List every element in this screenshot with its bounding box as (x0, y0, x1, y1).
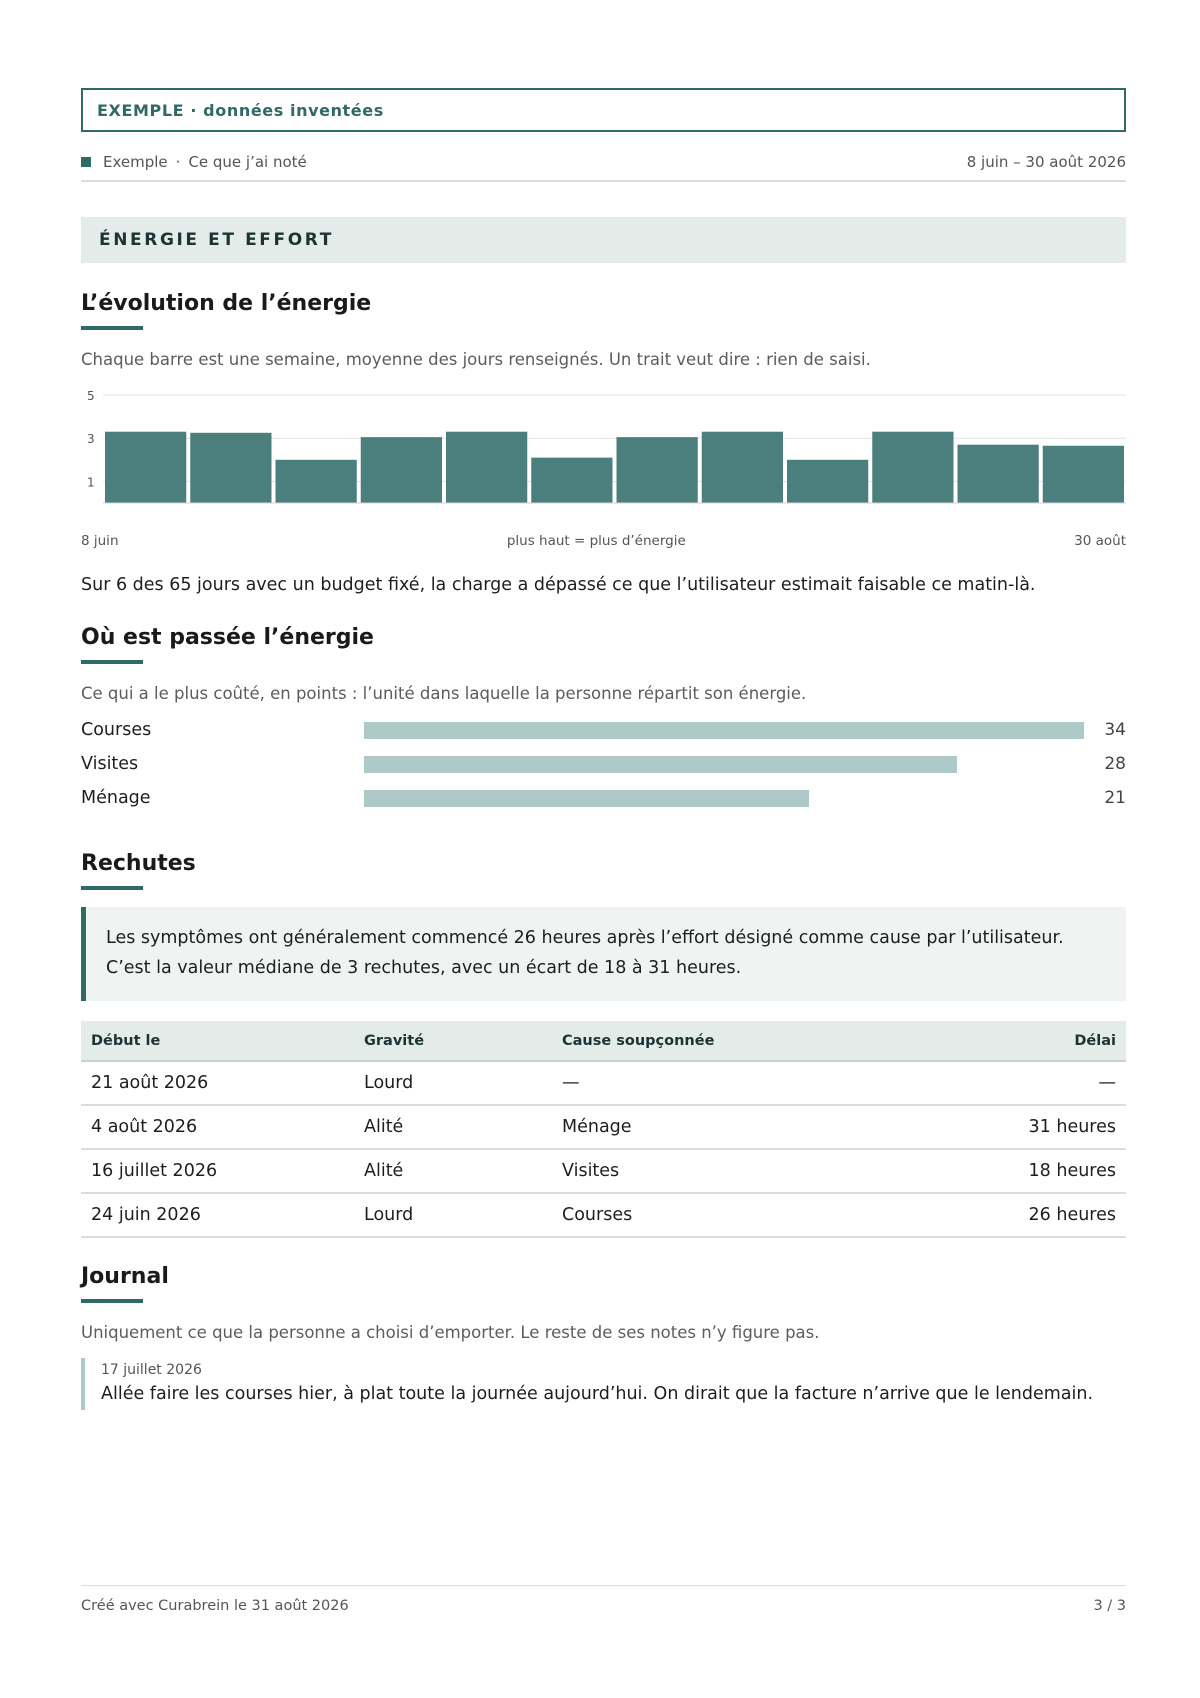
table-row (81, 1105, 1126, 1149)
journal-subtitle: Uniquement ce que la personne a choisi d’emporter. Le reste de ses notes n’y figure pas. (81, 1323, 820, 1342)
cell-start: 16 juillet 2026 (81, 1149, 354, 1193)
example-banner (81, 88, 1126, 132)
cell-severity: Alité (354, 1105, 552, 1149)
cell-severity: Lourd (354, 1061, 552, 1105)
cell-cause: Visites (552, 1149, 906, 1193)
relapses-section (81, 851, 1126, 1238)
column-header-delay: Délai (906, 1021, 1126, 1061)
spent-bar-row (81, 747, 1126, 781)
callout-line: C’est la valeur médiane de 3 rechutes, avec un écart de 18 à 31 heures. (106, 958, 742, 978)
spent-bar-list (81, 713, 1126, 815)
y-tick-label: 5 (87, 389, 95, 403)
y-tick-label: 1 (87, 475, 95, 490)
column-header-cause: Cause soupçonnée (552, 1021, 906, 1061)
title-underline (81, 1299, 143, 1303)
journal-entry-date: 17 juillet 2026 (101, 1362, 202, 1378)
relapses-title: Rechutes (81, 851, 196, 876)
energy-bar (958, 445, 1039, 503)
spent-subtitle: Ce qui a le plus coûté, en points : l’unité dans laquelle la personne répartit son énergie. (81, 684, 807, 703)
breadcrumb-separator: · (175, 153, 181, 171)
cell-delay: — (906, 1061, 1126, 1105)
energy-bar (105, 432, 186, 503)
cell-severity: Lourd (354, 1193, 552, 1237)
energy-bar (1043, 446, 1124, 503)
spent-bar-track (364, 722, 1084, 739)
cell-delay: 26 heures (906, 1193, 1126, 1237)
cell-cause: — (552, 1061, 906, 1105)
energy-chart-svg (81, 377, 1126, 527)
spent-bar-fill (364, 790, 809, 807)
spent-bar-fill (364, 756, 957, 773)
energy-chart (81, 377, 1126, 527)
spent-bar-label: Ménage (81, 788, 151, 808)
page-number: 3 / 3 (1093, 1597, 1126, 1614)
journal-entry-text: Allée faire les courses hier, à plat toute la journée aujourd’hui. On dirait que la facture n’arrive que le lendemain. (101, 1384, 1094, 1404)
cell-start: 21 août 2026 (81, 1061, 354, 1105)
axis-end-label: 30 août (1074, 533, 1126, 549)
section-title: ÉNERGIE ET EFFORT (99, 230, 334, 250)
spent-section (81, 625, 1126, 815)
energy-bar (361, 437, 442, 503)
cell-cause: Ménage (552, 1105, 906, 1149)
callout-line: Les symptômes ont généralement commencé 26 heures après l’effort désigné comme cause par l’utilisateur. (106, 928, 1064, 948)
page-footer (81, 1585, 1126, 1625)
cell-start: 4 août 2026 (81, 1105, 354, 1149)
axis-center-label: plus haut = plus d’énergie (506, 533, 686, 549)
breadcrumb (81, 153, 307, 171)
energy-bar (531, 458, 612, 503)
energy-bar (872, 432, 953, 503)
spent-bar-value: 34 (1104, 720, 1126, 740)
cell-severity: Alité (354, 1149, 552, 1193)
cell-cause: Courses (552, 1193, 906, 1237)
table-row (81, 1193, 1126, 1237)
report-page (81, 88, 1126, 1410)
square-icon (81, 157, 91, 167)
example-banner-label: EXEMPLE · données inventées (97, 100, 384, 120)
relapses-table (81, 1021, 1126, 1238)
date-range: 8 juin – 30 août 2026 (966, 153, 1126, 171)
table-header-row (81, 1021, 1126, 1061)
energy-title: L’évolution de l’énergie (81, 291, 372, 316)
spent-bar-value: 21 (1104, 788, 1126, 808)
energy-axis-footer (81, 533, 1126, 549)
relapses-callout (81, 907, 1126, 1001)
journal-section (81, 1264, 1126, 1410)
cell-start: 24 juin 2026 (81, 1193, 354, 1237)
energy-bar (190, 433, 271, 503)
column-header-severity: Gravité (354, 1021, 552, 1061)
cell-delay: 18 heures (906, 1149, 1126, 1193)
spent-bar-row (81, 781, 1126, 815)
column-header-start: Début le (81, 1021, 354, 1061)
breadcrumb-item-exemple: Exemple (103, 153, 168, 171)
title-underline (81, 660, 143, 664)
spent-bar-label: Visites (81, 754, 139, 774)
table-row (81, 1061, 1126, 1105)
energy-section (81, 291, 1126, 595)
y-tick-label: 3 (87, 432, 95, 447)
energy-bar (276, 460, 357, 503)
spent-bar-fill (364, 722, 1084, 739)
cell-delay: 31 heures (906, 1105, 1126, 1149)
journal-entry (81, 1358, 1126, 1410)
spent-bar-row (81, 713, 1126, 747)
energy-bar (787, 460, 868, 503)
footer-created: Créé avec Curabrein le 31 août 2026 (81, 1597, 349, 1614)
energy-subtitle: Chaque barre est une semaine, moyenne des jours renseignés. Un trait veut dire : rien de saisi. (81, 350, 871, 369)
spent-bar-label: Courses (81, 720, 152, 740)
axis-start-label: 8 juin (81, 533, 119, 549)
energy-bar (446, 432, 527, 503)
spent-bar-value: 28 (1104, 754, 1126, 774)
spent-bar-track (364, 790, 1084, 807)
table-row (81, 1149, 1126, 1193)
title-underline (81, 326, 143, 330)
report-header (81, 144, 1126, 182)
spent-title: Où est passée l’énergie (81, 625, 374, 650)
energy-note: Sur 6 des 65 jours avec un budget fixé, la charge a dépassé ce que l’utilisateur estimait faisable ce matin-là. (81, 575, 1036, 595)
journal-title: Journal (81, 1264, 169, 1289)
title-underline (81, 886, 143, 890)
breadcrumb-item-notes: Ce que j’ai noté (188, 153, 307, 171)
energy-bar (617, 437, 698, 503)
section-title-band (81, 217, 1126, 263)
energy-bar (702, 432, 783, 503)
spent-bar-track (364, 756, 1084, 773)
